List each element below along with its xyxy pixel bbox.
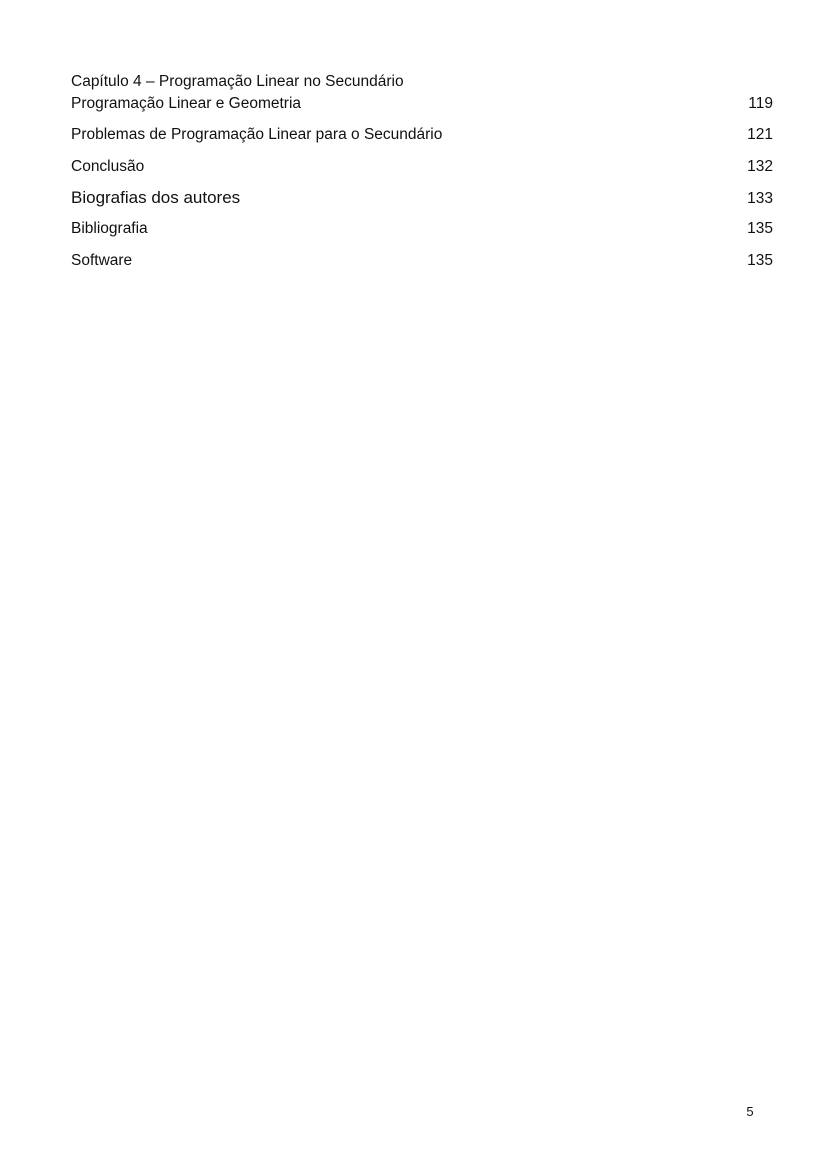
toc-entry-title: Programação Linear e Geometria [71, 95, 302, 112]
toc-entry-title: Problemas de Programação Linear para o Secundário [71, 126, 443, 143]
chapter-heading: Capítulo 4 – Programação Linear no Secundário [71, 73, 404, 90]
toc-entry-page: 133 [747, 190, 773, 207]
toc-entry-title: Conclusão [71, 158, 145, 175]
toc-entry [71, 188, 773, 209]
toc-entry [71, 251, 773, 271]
toc-entry-page: 135 [747, 252, 773, 269]
toc-entry [71, 219, 773, 239]
toc-entry-page: 119 [748, 95, 773, 112]
toc-entry-page: 135 [747, 220, 773, 237]
toc-entry-page: 132 [747, 158, 773, 175]
page-number: 5 [746, 1104, 754, 1119]
toc-entry [71, 125, 773, 145]
toc-entry [71, 94, 773, 114]
toc-entry-page: 121 [747, 126, 773, 143]
toc-entry-title: Biografias dos autores [71, 188, 241, 207]
table-of-contents [71, 72, 773, 271]
toc-entry-title: Bibliografia [71, 220, 148, 237]
toc-entry-title: Software [71, 252, 133, 269]
toc-entry [71, 157, 773, 177]
